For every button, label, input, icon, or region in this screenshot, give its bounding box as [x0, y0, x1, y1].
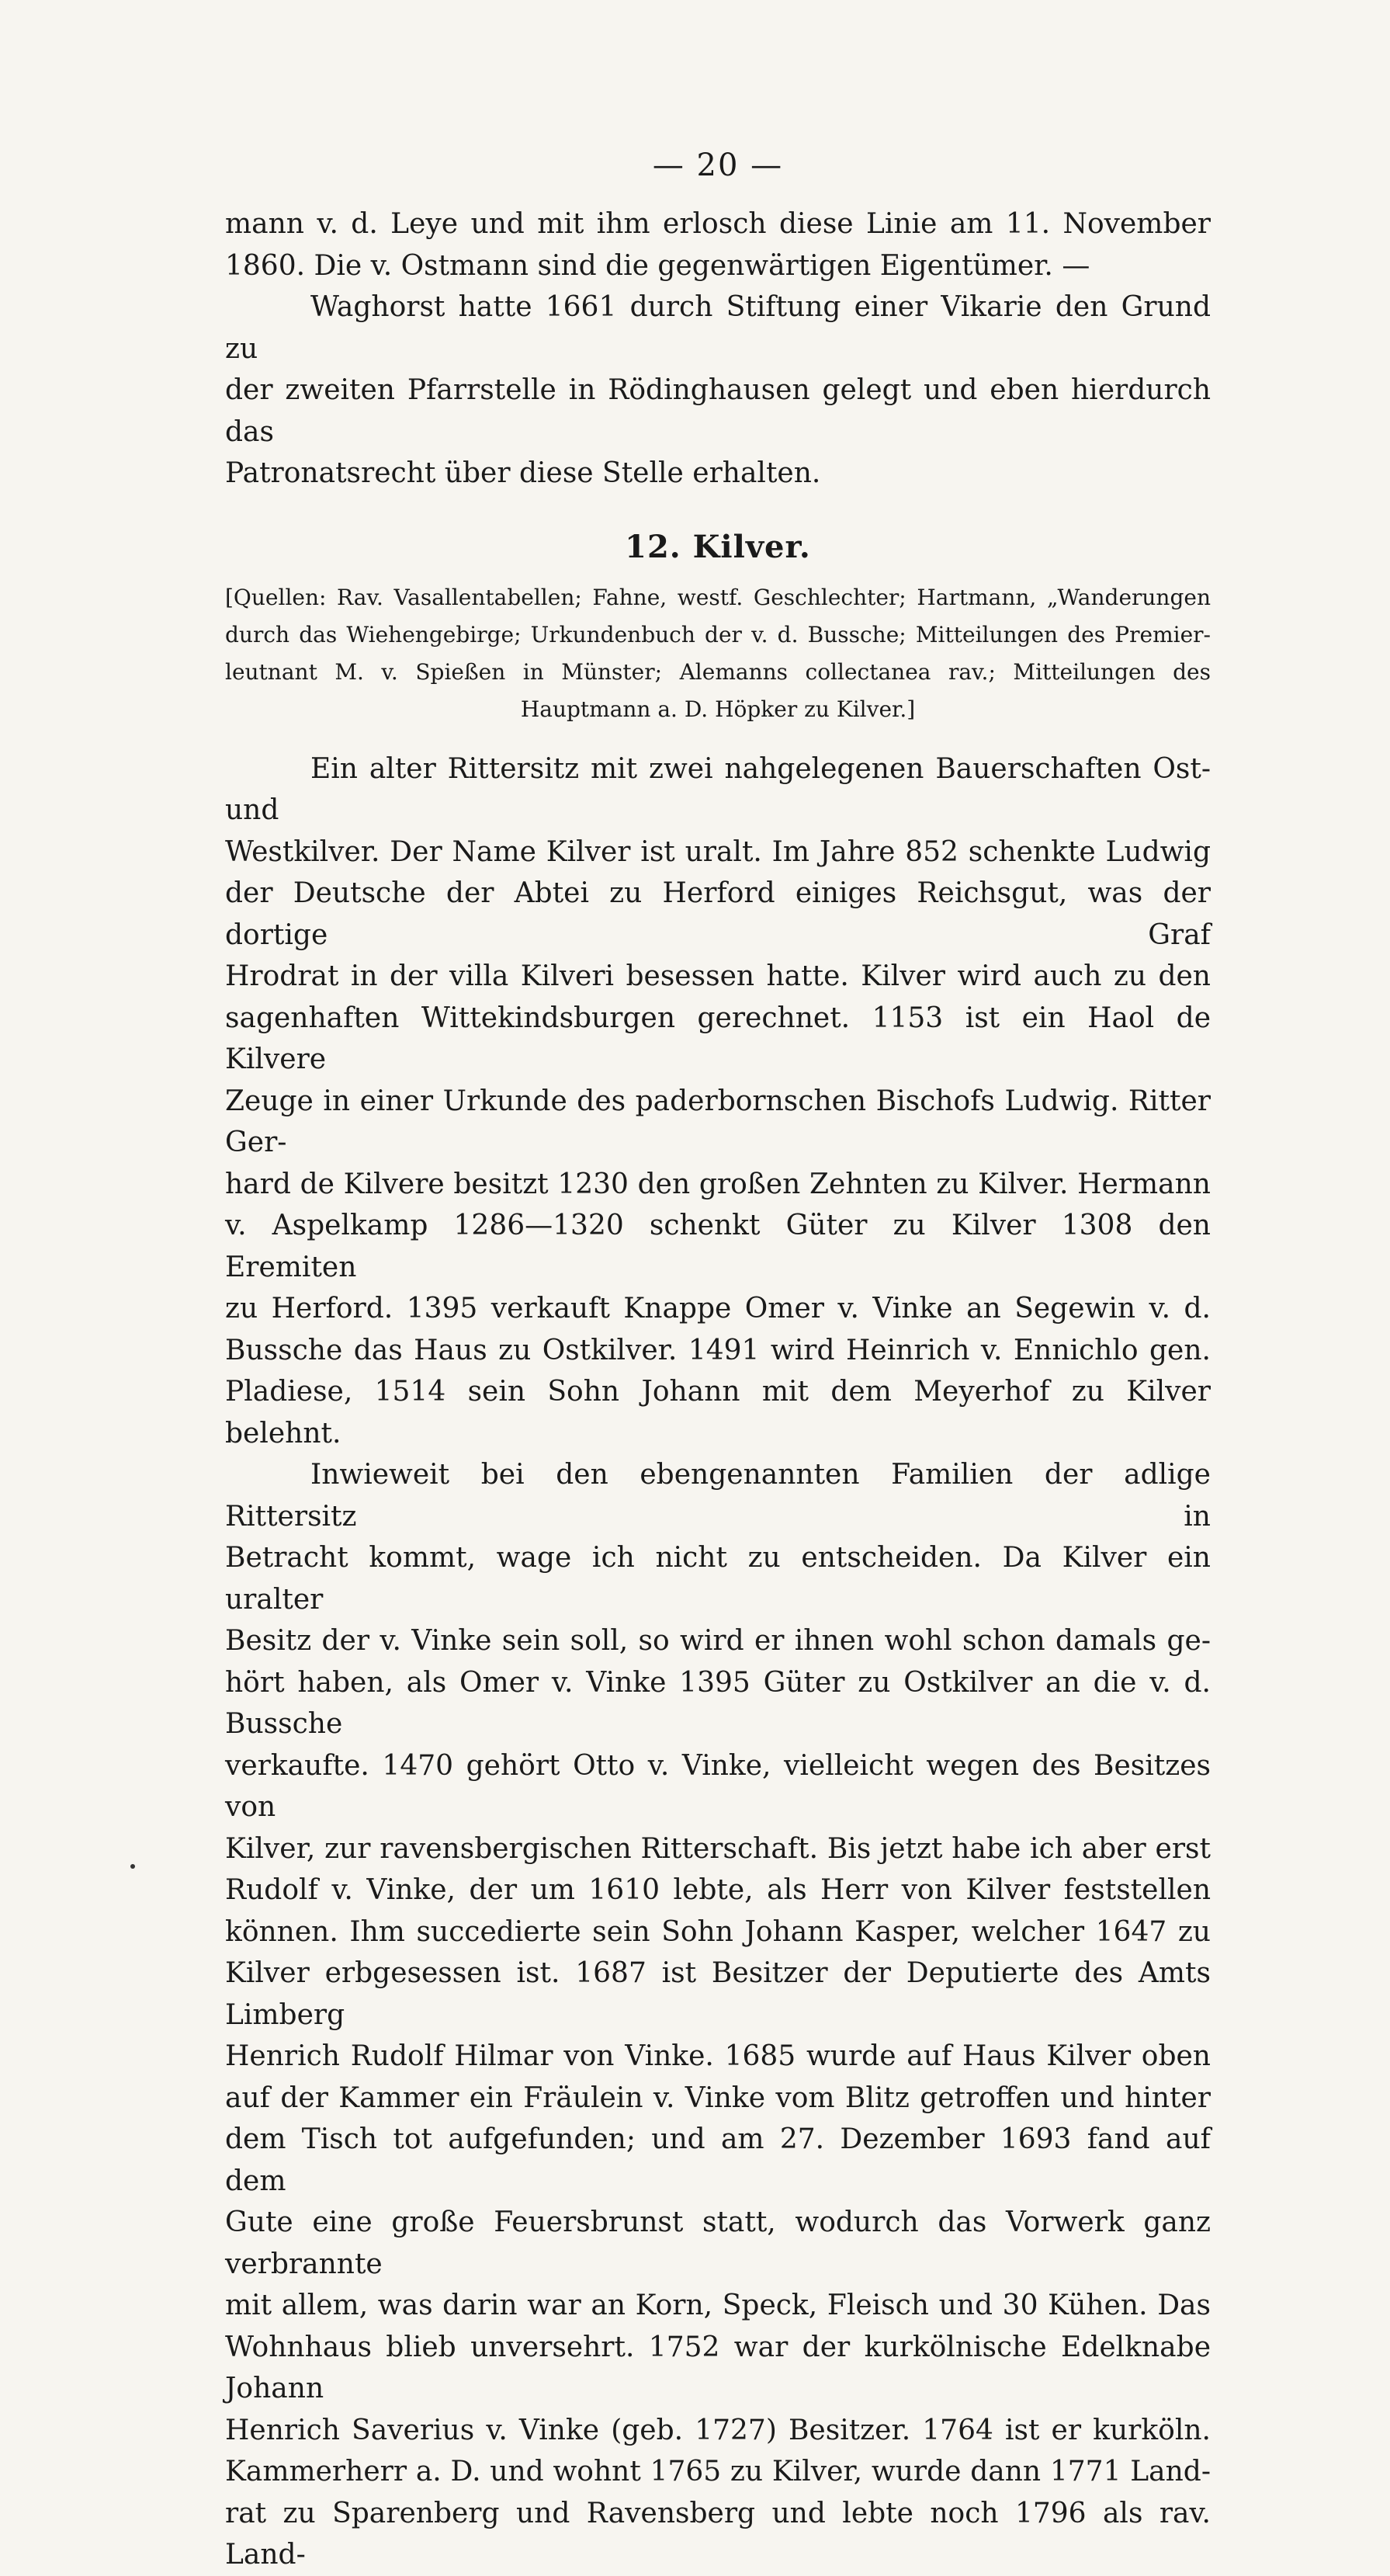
text-line: dem Tisch tot aufgefunden; und am 27. Dezember 1693 fand auf dem	[225, 2123, 1211, 2197]
text-line: zu Herford. 1395 verkauft Knappe Omer v. Vinke an Segewin v. d.	[225, 1293, 1211, 1324]
text-line: mit allem, was darin war an Korn, Speck, Fleisch und 30 Kühen. Das	[225, 2290, 1211, 2321]
text-line: hard de Kilvere besitzt 1230 den großen Zehnten zu Kilver. Hermann	[225, 1168, 1211, 1200]
text-line: Patronatsrecht über diese Stelle erhalten.	[225, 457, 821, 489]
text-line: Rudolf v. Vinke, der um 1610 lebte, als Herr von Kilver feststellen	[225, 1874, 1211, 1906]
text-line: Gute eine große Feuersbrunst statt, wodurch das Vorwerk ganz verbrannte	[225, 2206, 1211, 2280]
paragraph-vinke	[225, 1454, 1211, 2576]
text-line: mann v. d. Leye und mit ihm erlosch diese Linie am 11. November	[225, 208, 1211, 240]
text-line: Bussche das Haus zu Ostkilver. 1491 wird Heinrich v. Ennichlo gen.	[225, 1334, 1211, 1366]
sources-line: durch das Wiehengebirge; Urkundenbuch der v. d. Bussche; Mitteilungen des Premier-	[225, 621, 1211, 647]
text-line: der Deutsche der Abtei zu Herford einiges Reichsgut, was der dortige Graf	[225, 877, 1211, 951]
text-line: Kammerherr a. D. und wohnt 1765 zu Kilver, wurde dann 1771 Land-	[225, 2456, 1211, 2487]
text-line: Waghorst hatte 1661 durch Stiftung einer Vikarie den Grund zu	[225, 291, 1211, 365]
paragraph-waghorst	[225, 286, 1211, 495]
sources-line: Hauptmann a. D. Höpker zu Kilver.]	[520, 696, 916, 722]
sources-block	[225, 579, 1211, 728]
text-line: rat zu Sparenberg und Ravensberg und lebte noch 1796 als rav. Land-	[225, 2497, 1211, 2571]
text-line: der zweiten Pfarrstelle in Rödinghausen gelegt und eben hierdurch das	[225, 374, 1211, 448]
page	[225, 148, 1211, 2576]
text-line: hört haben, als Omer v. Vinke 1395 Güter zu Ostkilver an die v. d. Bussche	[225, 1666, 1211, 1740]
text-line: Betracht kommt, wage ich nicht zu entscheiden. Da Kilver ein uralter	[225, 1542, 1211, 1616]
sources-line: leutnant M. v. Spießen in Münster; Alemanns collectanea rav.; Mitteilungen des	[225, 658, 1211, 685]
text-line: Wohnhaus blieb unversehrt. 1752 war der kurkölnische Edelknabe Johann	[225, 2331, 1211, 2404]
margin-dot	[130, 1864, 135, 1869]
text-line: sagenhaften Wittekindsburgen gerechnet. 1153 ist ein Haol de Kilvere	[225, 1002, 1211, 1075]
text-line: Henrich Saverius v. Vinke (geb. 1727) Besitzer. 1764 ist er kurköln.	[225, 2414, 1211, 2446]
text-line: Zeuge in einer Urkunde des paderbornschen Bischofs Ludwig. Ritter Ger-	[225, 1085, 1211, 1158]
text-line: Ein alter Rittersitz mit zwei nahgelegenen Bauerschaften Ost- und	[225, 752, 1211, 826]
text-line: können. Ihm succedierte sein Sohn Johann Kasper, welcher 1647 zu	[225, 1915, 1211, 1948]
text-line: v. Aspelkamp 1286—1320 schenkt Güter zu Kilver 1308 den Eremiten	[225, 1210, 1211, 1283]
intro-text	[225, 203, 1211, 286]
text-line: auf der Kammer ein Fräulein v. Vinke vom Blitz getroffen und hinter	[225, 2081, 1211, 2114]
text-line: Pladiese, 1514 sein Sohn Johann mit dem Meyerhof zu Kilver belehnt.	[225, 1376, 1211, 1449]
sources-line: [Quellen: Rav. Vasallentabellen; Fahne, westf. Geschlechter; Hartmann, „Wanderungen	[225, 584, 1211, 610]
text-line: Henrich Rudolf Hilmar von Vinke. 1685 wurde auf Haus Kilver oben	[225, 2040, 1211, 2072]
text-line: Besitz der v. Vinke sein soll, so wird er ihnen wohl schon damals ge-	[225, 1625, 1211, 1657]
text-line: Kilver, zur ravensbergischen Ritterschaft. Bis jetzt habe ich aber erst	[225, 1832, 1211, 1865]
text-line: Inwieweit bei den ebengenannten Familien der adlige Rittersitz in	[225, 1459, 1211, 1533]
text-line: 1860. Die v. Ostmann sind die gegenwärtigen Eigentümer. —	[225, 249, 1090, 282]
section-heading: 12. Kilver.	[625, 528, 811, 565]
text-line: Westkilver. Der Name Kilver ist uralt. Im Jahre 852 schenkte Ludwig	[225, 835, 1211, 868]
page-number: — 20 —	[652, 148, 784, 183]
text-line: Hrodrat in der villa Kilveri besessen hatte. Kilver wird auch zu den	[225, 960, 1211, 992]
text-line: verkaufte. 1470 gehört Otto v. Vinke, vielleicht wegen des Besitzes von	[225, 1749, 1211, 1823]
paragraph-history	[225, 748, 1211, 1455]
text-line: Kilver erbgesessen ist. 1687 ist Besitzer der Deputierte des Amts Limberg	[225, 1957, 1211, 2031]
